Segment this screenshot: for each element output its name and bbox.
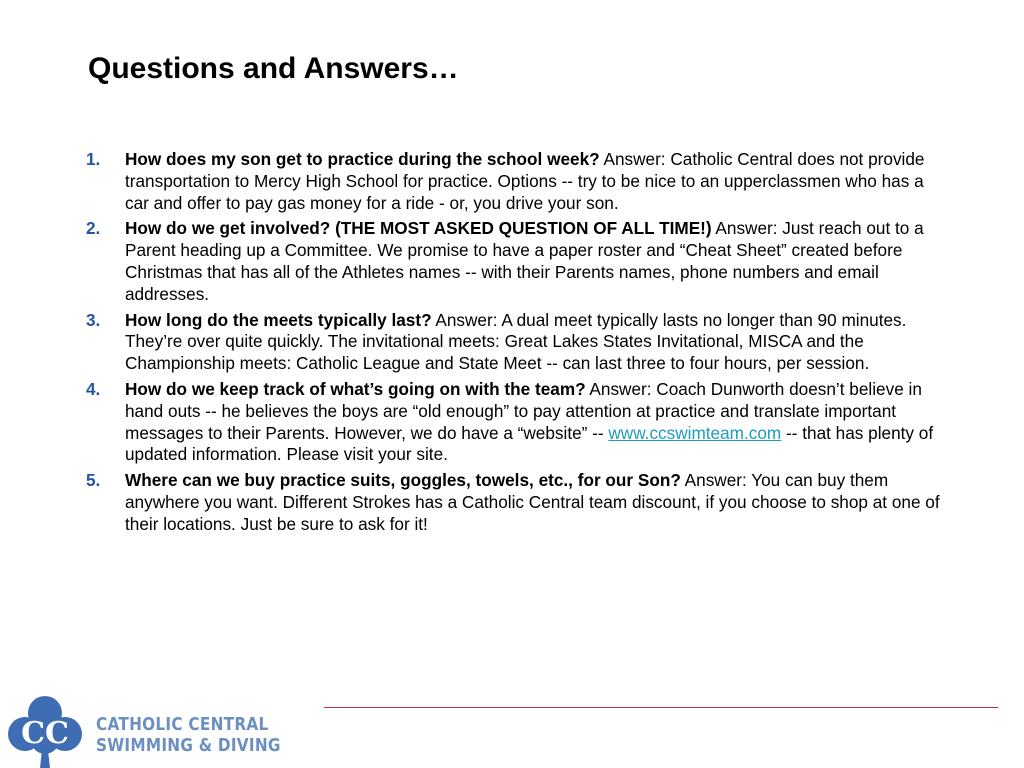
qa-body (125, 310, 946, 375)
qa-body (125, 218, 946, 305)
answer-text: Answer: Coach Dunworth doesn’t believe in hand outs -- he believes the boys are “old enough” to pay attention at practice and translate important messages to their Parents. However, we do have a “website” -- (125, 378, 922, 443)
answer-text: -- that has plenty of updated information. Please visit your site. (125, 422, 934, 465)
qa-item (86, 218, 946, 305)
qa-body (125, 379, 946, 466)
shamrock-logo-icon (6, 694, 84, 768)
answer-text: Answer: Catholic Central does not provide transportation to Mercy High School for practice. Options -- try to be nice to an upperclassmen who has a car and offer to pay gas money for a ride - or, you drive your son. (125, 149, 925, 213)
qa-body (125, 149, 946, 214)
logo-wordmark (96, 714, 281, 756)
item-number: 1. (86, 149, 101, 169)
qa-item (86, 470, 946, 535)
question-text: How do we keep track of what’s going on with the team? (125, 378, 586, 399)
qa-item (86, 379, 946, 466)
answer-text: Answer: You can buy them anywhere you want. Different Strokes has a Catholic Central team discount, if you choose to shop at one of their locations. Just be sure to ask for it! (125, 470, 940, 534)
qa-item (86, 149, 946, 214)
item-number: 4. (86, 378, 101, 399)
footer-divider (324, 707, 998, 708)
item-number: 5. (86, 470, 101, 491)
logo-monogram: CC (21, 716, 69, 751)
website-link[interactable]: www.ccswimteam.com (608, 422, 782, 443)
qa-list (86, 149, 946, 540)
answer-text: Answer: Just reach out to a Parent heading up a Committee. We promise to have a paper roster and “Cheat Sheet” created before Christmas that has all of the Athletes names -- with their Parents names, phone numbers and email addresses. (125, 218, 924, 304)
question-text: How long do the meets typically last? (125, 309, 432, 330)
item-number: 2. (86, 218, 101, 239)
page-title: Questions and Answers… (88, 52, 459, 85)
question-text: How does my son get to practice during the school week? (125, 149, 600, 169)
question-text: Where can we buy practice suits, goggles, towels, etc., for our Son? (125, 470, 681, 491)
item-number: 3. (86, 309, 101, 330)
qa-item (86, 310, 946, 375)
question-text: How do we get involved? (THE MOST ASKED QUESTION OF ALL TIME!) (125, 218, 712, 239)
logo-line-1: CATHOLIC CENTRAL (96, 714, 269, 735)
logo-line-2: SWIMMING & DIVING (96, 735, 281, 756)
answer-text: Answer: A dual meet typically lasts no longer than 90 minutes. They’re over quite quickly. The invitational meets: Great Lakes States Invitational, MISCA and the Championship meets: Catholic League and State Meet -- can last three to four hours, per session. (125, 309, 907, 374)
qa-body (125, 470, 946, 535)
